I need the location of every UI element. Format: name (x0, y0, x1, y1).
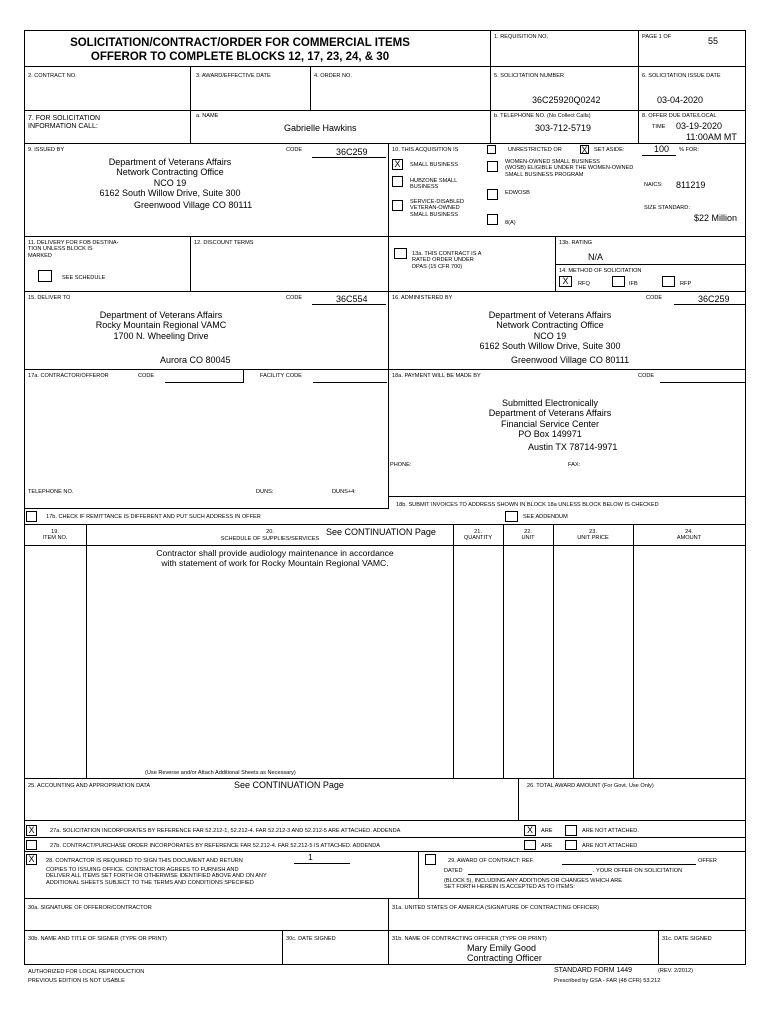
naics-code: 811219 (676, 180, 706, 190)
delivery-label: 11. DELIVERY FOR FOB DESTINA- TION UNLESS BLOCK IS MARKED (28, 240, 119, 259)
solicitation-no: 36C25920Q0242 (532, 95, 601, 105)
29-checkbox[interactable] (425, 854, 436, 865)
administered-by-address-last: Greenwood Village CO 80111 (511, 355, 630, 365)
hubzone-label: HUBZONE SMALL BUSINESS (410, 178, 458, 191)
accounting-label: 25. ACCOUNTING AND APPROPRIATION DATA (28, 783, 151, 789)
contractor-code-label: CODE (138, 373, 155, 379)
27a-are-not-checkbox[interactable] (565, 825, 577, 836)
see-addendum-checkbox[interactable] (505, 511, 518, 522)
issued-by-address-last: Greenwood Village CO 80111 (134, 200, 253, 210)
order-no-label: 4. ORDER NO. (314, 73, 352, 79)
27b-are-label: ARE (541, 843, 553, 849)
form-title-line1: SOLICITATION/CONTRACT/ORDER FOR COMMERCIAL ITEMS (70, 37, 410, 49)
accounting-value: See CONTINUATION Page (234, 780, 344, 790)
payment-address-last: Austin TX 78714-9971 (528, 442, 618, 452)
27a-are-label: ARE (541, 828, 553, 834)
footer-left: AUTHORIZED FOR LOCAL REPRODUCTION PREVIOUS EDITION IS NOT USABLE (28, 969, 145, 984)
administered-by-label: 16. ADMINISTERED BY (392, 295, 453, 301)
27a-label: 27a. SOLICITATION INCORPORATES BY REFERENCE FAR 52.212-1, 52.212-4. FAR 52.212-3 AND 52.212-5 ARE ATTACHED. ADDENDA (50, 828, 401, 834)
rfp-checkbox[interactable] (662, 276, 675, 287)
hubzone-checkbox[interactable] (392, 176, 403, 187)
29-your-offer-label: . YOUR OFFER ON SOLICITATION (593, 868, 683, 874)
footer-rev: (REV. 2/2012) (658, 968, 693, 974)
27b-label: 27b. CONTRACT/PURCHASE ORDER INCORPORATES BY REFERENCE FAR 52.212-4. FAR 52.212-5 IS ATTACHED. ADDENDA (50, 843, 381, 849)
payment-address: Submitted Electronically Department of Veterans Affairs Financial Service Center PO Box 149971 (488, 398, 612, 440)
administered-by-code-label: CODE (646, 295, 663, 301)
rfq-checkbox[interactable]: X (559, 276, 572, 287)
edwosb-checkbox[interactable] (487, 189, 498, 200)
27b-are-checkbox[interactable] (524, 840, 536, 850)
offer-due-time: 11:00AM MT (686, 132, 737, 142)
28-label: 28. CONTRACTOR IS REQUIRED TO SIGN THIS DOCUMENT AND RETURN (46, 858, 243, 864)
payment-label: 18a. PAYMENT WILL BE MADE BY (392, 373, 481, 379)
rating-label: 13b. RATING (559, 240, 593, 246)
name-label: a. NAME (196, 113, 219, 119)
method-label: 14. METHOD OF SOLICITATION (559, 268, 642, 274)
29-label: 29. AWARD OF CONTRACT: REF. (448, 858, 534, 864)
small-business-label: SMALL BUSINESS (410, 162, 458, 168)
offer-due-date: 03-19-2020 (676, 121, 723, 131)
deliver-to-code: 36C554 (336, 294, 368, 304)
col-unit: 22. UNIT (521, 529, 535, 542)
col-schedule-name: SCHEDULE OF SUPPLIES/SERVICES (220, 536, 320, 542)
footer-prescribed: Prescribed by GSA - FAR (48 CFR) 53.212 (554, 978, 661, 984)
solicitation-no-label: 5. SOLICITATION NUMBER (494, 73, 565, 79)
issued-by-address: Department of Veterans Affairs Network Contracting Office NCO 19 6162 South Willow Drive, Suite 300 (99, 157, 241, 199)
contact-name: Gabrielle Hawkins (284, 123, 357, 133)
rating-value: N/A (588, 252, 604, 262)
duns-label: DUNS: (256, 489, 274, 495)
28-text2: COPIES TO ISSUING OFFICE. CONTRACTOR AGREES TO FURNISH AND DELIVER ALL ITEMS SET FORTH OR OTHERWISE IDENTIFIED ABOVE AND ON ANY ADDITIONAL SHEETS SUBJECT TO THE TERMS AND CONDITIONS SPECIFIED (46, 867, 267, 886)
col-schedule-number: 20. (266, 529, 274, 535)
time-label: TIME (652, 124, 666, 130)
payment-phone-label: PHONE: (390, 462, 412, 468)
footer-form-name: STANDARD FORM 1449 (554, 967, 633, 974)
sig-31a-label: 31a. UNITED STATES OF AMERICA (SIGNATURE OF CONTRACTING OFFICER) (392, 905, 599, 911)
edwosb-label: EDWOSB (505, 190, 530, 196)
requisition-label: 1. REQUISITION NO. (494, 34, 549, 40)
set-aside-percent: 100 (654, 144, 670, 154)
page-total: 55 (708, 36, 719, 46)
contact-phone: 303-712-5719 (535, 123, 592, 133)
sig-30b-label: 30b. NAME AND TITLE OF SIGNER (TYPE OR PRINT) (28, 936, 167, 942)
small-business-checkbox[interactable]: X (392, 159, 403, 170)
for-solicitation-label: 7. FOR SOLICITATION INFORMATION CALL: (28, 115, 101, 131)
see-addendum-label: SEE ADDENDUM (523, 514, 568, 520)
eight-a-checkbox[interactable] (487, 214, 498, 225)
rated-order-label: 13a. THIS CONTRACT IS A RATED ORDER UNDER DPAS (15 CFR 700) (412, 251, 482, 270)
deliver-to-address: Department of Veterans Affairs Rocky Mountain Regional VAMC 1700 N. Wheeling Drive (95, 310, 227, 341)
28-checkbox[interactable]: X (26, 854, 37, 865)
remittance-label: 17b. CHECK IF REMITTANCE IS DIFFERENT AND PUT SUCH ADDRESS IN OFFER (46, 514, 261, 520)
29-offer-label: OFFER (698, 858, 717, 864)
contractor-label: 17a. CONTRACTOR/OFFEROR (28, 373, 109, 379)
discount-terms-label: 12. DISCOUNT TERMS (194, 240, 254, 246)
unrestricted-label: UNRESTRICTED OR (508, 147, 562, 153)
acquisition-label: 10. THIS ACQUISITION IS (392, 147, 459, 153)
28-copies: 1 (308, 852, 313, 862)
duns4-label: DUNS+4: (332, 489, 356, 495)
naics-label: NAICS: (644, 182, 663, 188)
reverse-note: (Use Reverse and/or Attach Additional Sheets as Necessary) (145, 770, 296, 776)
see-schedule-label: SEE SCHEDULE (62, 275, 106, 281)
sig-31b-label: 31b. NAME OF CONTRACTING OFFICER (TYPE OR PRINT) (392, 936, 547, 942)
29-text2: (BLOCK 5), INCLUDING ANY ADDITIONS OR CHANGES WHICH ARE SET FORTH HEREIN IS ACCEPTED AS TO ITEMS: (444, 878, 622, 891)
wosb-checkbox[interactable] (487, 161, 498, 172)
page-label: PAGE 1 OF (642, 34, 672, 40)
issue-date: 03-04-2020 (657, 95, 704, 105)
sig-30c-label: 30c. DATE SIGNED (286, 936, 336, 942)
phone-label: b. TELEPHONE NO. (No Collect Calls) (494, 113, 591, 119)
percent-for-label: % FOR: (679, 147, 699, 153)
remittance-checkbox[interactable] (26, 511, 37, 522)
form-title-line2: OFFEROR TO COMPLETE BLOCKS 12, 17, 23, 24, & 30 (90, 51, 390, 63)
payment-fax-label: FAX: (568, 462, 581, 468)
total-award-label: 26. TOTAL AWARD AMOUNT (For Govt. Use Only) (527, 783, 654, 789)
sig-31c-label: 31c. DATE SIGNED (662, 936, 712, 942)
administered-by-code: 36C259 (698, 294, 730, 304)
27a-checkbox[interactable]: X (26, 825, 37, 836)
set-aside-checkbox[interactable]: X (581, 145, 588, 155)
29-dated-label: DATED (444, 868, 463, 874)
27b-are-not-label: ARE NOT ATTACHED (582, 843, 638, 849)
col-item-no: 19. ITEM NO. (42, 529, 68, 542)
offer-due-label: 8. OFFER DUE DATE/LOCAL (642, 113, 717, 119)
size-standard: $22 Million (694, 213, 738, 223)
issued-by-code: 36C259 (336, 147, 368, 157)
issued-by-label: 9. ISSUED BY (28, 147, 65, 153)
27a-are-checkbox[interactable]: X (524, 825, 536, 836)
wosb-label: WOMEN-OWNED SMALL BUSINESS (WOSB) ELIGIBLE UNDER THE WOMEN-OWNED SMALL BUSINESS PROGRAM (505, 159, 634, 178)
submit-invoices-label: 18b. SUBMIT INVOICES TO ADDRESS SHOWN IN BLOCK 18a UNLESS BLOCK BELOW IS CHECKED (396, 502, 659, 508)
see-schedule-checkbox[interactable] (38, 270, 52, 282)
set-aside-label: SET ASIDE: (594, 147, 625, 153)
ifb-checkbox[interactable] (612, 276, 625, 287)
ifb-label: IFB (629, 281, 638, 287)
rfq-label: RFQ (578, 281, 590, 287)
27b-checkbox[interactable] (26, 840, 37, 850)
sdvosb-checkbox[interactable] (392, 200, 403, 211)
administered-by-address: Department of Veterans Affairs Network Contracting Office NCO 19 6162 South Willow Drive, Suite 300 (479, 310, 621, 352)
sig-30a-label: 30a. SIGNATURE OF OFFEROR/CONTRACTOR (28, 905, 152, 911)
award-date-label: 3. AWARD/EFFECTIVE DATE (196, 73, 271, 79)
facility-code-label: FACILITY CODE (260, 373, 302, 379)
contract-no-label: 2. CONTRACT NO. (28, 73, 77, 79)
deliver-to-label: 15. DELIVER TO (28, 295, 71, 301)
eight-a-label: 8(A) (505, 220, 516, 226)
unrestricted-checkbox[interactable] (487, 145, 496, 154)
col-unit-price: 23. UNIT PRICE (577, 529, 609, 542)
sdvosb-label: SERVICE-DISABLED VETERAN-OWNED SMALL BUSINESS (410, 199, 464, 218)
officer-title: Contracting Officer (467, 953, 542, 963)
27b-are-not-checkbox[interactable] (565, 840, 577, 850)
schedule-description: Contractor shall provide audiology maintenance in accordance with statement of work for Rocky Mountain Regional VAMC. (156, 548, 394, 568)
size-standard-label: SIZE STANDARD: (644, 205, 690, 211)
contractor-telephone-label: TELEPHONE NO. (28, 489, 74, 495)
rfp-label: RFP (680, 281, 692, 287)
payment-code-label: CODE (638, 373, 655, 379)
officer-name: Mary Emily Good (467, 943, 537, 953)
deliver-to-city: Aurora CO 80045 (160, 355, 231, 365)
issue-date-label: 6. SOLICITATION ISSUE DATE (642, 73, 721, 79)
deliver-to-code-label: CODE (286, 295, 303, 301)
rated-order-checkbox[interactable] (394, 248, 407, 259)
col-schedule-continuation: See CONTINUATION Page (326, 527, 436, 537)
col-quantity: 21. QUANTITY (463, 529, 493, 542)
27a-are-not-label: ARE NOT ATTACHED. (582, 828, 639, 834)
col-amount: 24. AMOUNT (676, 529, 702, 542)
issued-by-code-label: CODE (286, 147, 303, 153)
